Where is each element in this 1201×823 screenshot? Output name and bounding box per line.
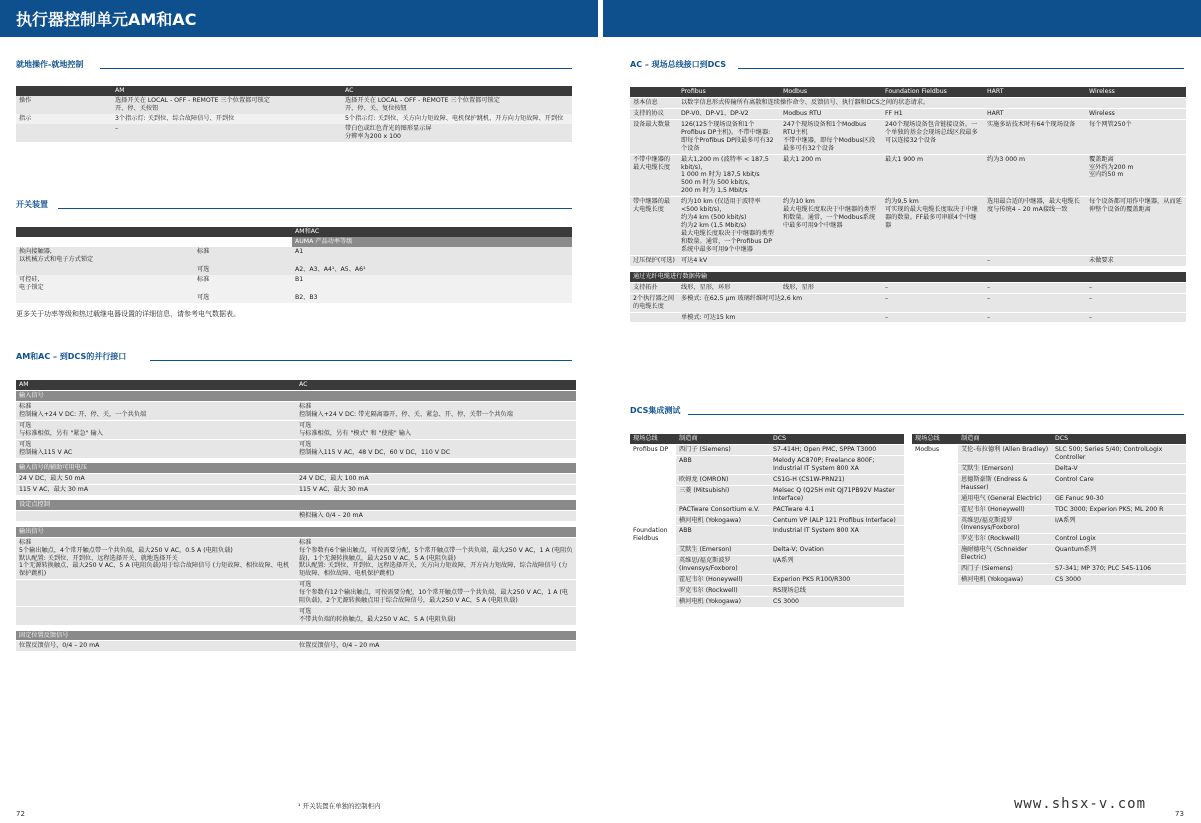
power-class-header: AUMA 产品功率等级: [292, 237, 572, 247]
table-row: [630, 526, 904, 545]
table-cell: [882, 255, 984, 265]
table-cell: [780, 255, 882, 265]
table-row: [16, 247, 572, 265]
table-row: [630, 312, 1186, 322]
section-title-local-operation: 就地操作-就地控制: [16, 60, 84, 69]
table-cell: 每个设备都可用作中继器，从而延伸整个设备的覆盖距离: [1086, 197, 1186, 256]
table-cell: –: [1086, 282, 1186, 293]
table-cell: 标准 5个输出触点，4个常开触点带一个共负端，最大250 V AC，0.5 A (电阻负载) 默认配置: 关到位、开到位、远程选择开关、就地选择开关 1个无源转换触点，最大250 V AC，5 A (电阻负载)用于综合故障信号 (力矩故障、相位故障、电机保护跳机): [16, 537, 296, 580]
table-cell: –: [882, 312, 984, 322]
table-cell: 标准: [194, 275, 292, 293]
table-cell: 实施多站技术时有64个现场设备: [984, 119, 1086, 154]
row-label: 支持的协议: [630, 108, 678, 119]
table-cell: 位置反馈信号，0/4 – 20 mA: [296, 641, 576, 651]
table-cell: –: [1086, 312, 1186, 322]
group-label: 输入信号: [16, 390, 576, 401]
table-cell: –: [984, 293, 1086, 312]
left-page-banner: [0, 0, 598, 37]
column-header: [630, 87, 678, 97]
table-cell: –: [882, 293, 984, 312]
table-cell: 可控硅, 电子锁定: [16, 275, 194, 293]
table-cell: ABB: [676, 455, 770, 474]
table-cell: 最大1 200 m: [780, 154, 882, 197]
table-row: [630, 197, 1186, 256]
section-rule: [150, 360, 572, 361]
table-cell: Quantum系列: [1052, 545, 1186, 564]
table-cell: B2、B3: [292, 293, 572, 303]
dcs-tests-table-profibus-ff: [630, 434, 904, 607]
table-cell: SLC 500; Series 5/40; ControlLogix Controller: [1052, 444, 1186, 463]
column-header: AM和AC: [292, 227, 572, 237]
column-header: AC: [342, 86, 572, 96]
row-label: 操作: [16, 96, 112, 114]
column-header: [16, 86, 112, 96]
row-label: 带中继器的最大电缆长度: [630, 197, 678, 256]
column-header: DCS: [770, 434, 904, 444]
table-cell: 可选 控制输入115 V AC，48 V DC，60 V DC，110 V DC: [296, 439, 576, 457]
section-rule: [100, 68, 572, 69]
row-label: [630, 312, 678, 322]
group-header: [16, 390, 576, 401]
table-header: [16, 86, 572, 96]
section-rule: [58, 208, 572, 209]
table-row: [912, 463, 1186, 474]
table-cell: 模拟输入 0/4 – 20 mA: [296, 511, 576, 521]
table-cell: Experion PKS R100/R300: [770, 575, 904, 586]
table-cell: 标准 每个参数有6个输出触点，可按需要分配，5个常开触点带一个共负端，最大250 V AC，1 A (电阻负载)，1个无源转换触点，最大250 V AC，5 A (电阻负载) 默认配置: 关到位、开到位、远程选择开关、关方向力矩故障，开方向力矩故障，综合故障信号 (力矩故障、相位故障、电机保护跳机): [296, 537, 576, 580]
table-cell: 24 V DC，最大 50 mA: [16, 473, 296, 484]
section-title-switchgear: 开关装置: [16, 200, 48, 209]
table-row: [16, 580, 576, 607]
table-cell: 横河电机 (Yokogawa): [676, 597, 770, 607]
table-cell: Delta-V: [1052, 463, 1186, 474]
table-cell: S7-341; MP 370; PLC 545-1106: [1052, 564, 1186, 575]
table-subheader: [16, 237, 572, 247]
fieldbus-cell: Profibus DP: [630, 444, 676, 455]
table-cell: 艾默生 (Emerson): [958, 463, 1052, 474]
row-label: 指示: [16, 114, 112, 124]
table-cell: 3个指示灯: 关到位、综合故障信号、开到位: [112, 114, 342, 124]
fieldbus-cell: [630, 597, 676, 607]
table-header: [912, 434, 1186, 444]
table-row: [630, 119, 1186, 154]
group-label: 输出信号: [16, 526, 576, 537]
table-cell: 115 V AC，最大 30 mA: [296, 484, 576, 494]
row-label: 支持拓扑: [630, 282, 678, 293]
row-label: 过压保护(可选): [630, 255, 678, 265]
fieldbus-cell: Foundation Fieldbus: [630, 526, 676, 545]
table-cell: 欧姆龙 (OMRON): [676, 474, 770, 485]
table-cell: 通用电气 (General Electric): [958, 493, 1052, 504]
section-rule: [738, 68, 1184, 69]
fiber-header: 通过光纤电缆进行数据传输: [630, 272, 1186, 282]
column-header: Wireless: [1086, 87, 1186, 97]
section-title-fieldbus: AC – 现场总线接口到DCS: [630, 60, 727, 69]
group-label: 固定位置反馈信号: [16, 630, 576, 641]
fieldbus-cell: [912, 493, 958, 504]
table-cell: 英维思/福克斯波罗 (Invensys/Foxboro): [958, 515, 1052, 534]
table-cell: 247个现场设备和1个Modbus RTU主机 不带中继器，即每个Modbus区段最多可有32个设备: [780, 119, 882, 154]
table-cell: 选用最合适的中继器，最大电缆长度与传统4 – 20 mA接线一致: [984, 197, 1086, 256]
table-cell: 选择开关在 LOCAL - OFF - REMOTE 三个位置都可锁定 开、停、关、复位按钮: [342, 96, 572, 114]
table-cell: –: [1086, 293, 1186, 312]
table-row: [630, 545, 904, 556]
table-cell: 可选 每个参数有12个输出触点，可按需要分配，10个常开触点带一个共负端，最大250 V AC，1 A (电阻负载)，2个无源转换触点用于综合故障信号，最大250 V AC，5 A (电阻负载): [296, 580, 576, 607]
table-cell: 约为10 km (仅适用于波特率 <500 kbit/s)， 约为4 km (500 kbit/s) 约为2 km (1,5 Mbit/s) 最大电缆长度取决于中继器的类型和数量。通常，一个Profibus DP系统中最多可用9个中继器: [678, 197, 780, 256]
table-row: [16, 439, 576, 457]
table-cell: B1: [292, 275, 572, 293]
row-label: [16, 124, 112, 142]
section-rule: [688, 414, 1184, 415]
table-cell: 24 V DC，最大 100 mA: [296, 473, 576, 484]
table-cell: S7-414H; Open PMC, SPPA T3000: [770, 444, 904, 455]
column-header: AM: [112, 86, 342, 96]
table-cell: 标准: [194, 247, 292, 265]
group-label: 设定点控制: [16, 500, 576, 511]
column-header: 制造商: [676, 434, 770, 444]
table-cell: 可选 不带共负端的转换触点，最大250 V AC，5 A (电阻负载): [296, 607, 576, 625]
table-cell: 西门子 (Siemens): [958, 564, 1052, 575]
table-cell: 可达4 kV: [678, 255, 780, 265]
table-cell: –: [882, 282, 984, 293]
table-row: [630, 485, 904, 504]
fieldbus-cell: [630, 515, 676, 526]
table-row: [912, 545, 1186, 564]
table-cell: 标准 控制输入+24 V DC: 开、停、关，一个共负端: [16, 401, 296, 420]
table-cell: 可选: [194, 293, 292, 303]
table-cell: 横河电机 (Yokogawa): [676, 515, 770, 526]
table-cell: Control Care: [1052, 474, 1186, 493]
table-cell: 5个指示灯: 关到位、关方向力矩故障、电机保护跳机、开方向力矩故障、开到位: [342, 114, 572, 124]
table-row: [912, 444, 1186, 463]
table-row: [630, 575, 904, 586]
page-title: 执行器控制单元AM和AC: [16, 10, 197, 29]
table-cell: 带白色或红色背光的图形显示屏 分辨率为200 x 100: [342, 124, 572, 142]
table-cell: FF H1: [882, 108, 984, 119]
table-cell: [16, 265, 194, 275]
table-cell: PACTware 4.1: [770, 504, 904, 515]
table-cell: 可选 与标准相似，另有 "模式" 和 "使能" 输入: [296, 420, 576, 439]
fieldbus-cell: Modbus: [912, 444, 958, 463]
table-cell: Wireless: [1086, 108, 1186, 119]
table-row: [630, 455, 904, 474]
table-row: [16, 114, 572, 124]
fieldbus-cell: [912, 564, 958, 575]
parallel-interface-table: [16, 380, 576, 651]
table-cell: I/A系列: [1052, 515, 1186, 534]
table-cell: 最大1 900 m: [882, 154, 984, 197]
group-header: [16, 526, 576, 537]
table-cell: I/A系列: [770, 556, 904, 575]
table-row: [630, 282, 1186, 293]
table-row: [16, 484, 576, 494]
table-cell: 西门子 (Siemens): [676, 444, 770, 455]
table-cell: 240个现场设备包含链接设备。一个单独的基金会现场总线区段最多可以连接32个设备: [882, 119, 984, 154]
table-header: [630, 87, 1186, 97]
fieldbus-cell: [630, 504, 676, 515]
table-cell: Delta-V; Ovation: [770, 545, 904, 556]
fieldbus-cell: [630, 455, 676, 474]
table-cell: 位置反馈信号，0/4 – 20 mA: [16, 641, 296, 651]
table-row: [630, 97, 1186, 108]
column-header: 现场总线: [912, 434, 958, 444]
table-cell: 罗克韦尔 (Rockwell): [676, 586, 770, 597]
table-cell: PACTware Consortium e.V.: [676, 504, 770, 515]
table-row: [630, 474, 904, 485]
section-title-parallel-interface: AM和AC – 到DCS的并行接口: [16, 352, 127, 361]
fieldbus-table: [630, 87, 1186, 322]
table-row: [630, 556, 904, 575]
table-row: [912, 564, 1186, 575]
table-row: [16, 641, 576, 651]
table-cell: 可选 与标准相似，另有 "紧急" 输入: [16, 420, 296, 439]
table-row: [16, 473, 576, 484]
table-cell: 横河电机 (Yokogawa): [958, 575, 1052, 585]
table-cell: 标准 控制输入+24 V DC: 带光隔离器开、停、关、紧急、开、停、关带一个共负端: [296, 401, 576, 420]
fieldbus-cell: [912, 515, 958, 534]
table-cell: 英维思/福克斯波罗 (Invensys/Foxboro): [676, 556, 770, 575]
table-cell: 艾默生 (Emerson): [676, 545, 770, 556]
table-row: [630, 293, 1186, 312]
fieldbus-cell: [912, 504, 958, 515]
footnote: ¹ 开关装置在单独的控制柜内: [298, 802, 381, 810]
table-cell: 霍尼韦尔 (Honeywell): [676, 575, 770, 586]
table-cell: 约为3 000 m: [984, 154, 1086, 197]
table-cell: 未做要求: [1086, 255, 1186, 265]
table-cell: 罗克韦尔 (Rockwell): [958, 534, 1052, 545]
row-label: 2个执行器之间的电缆长度: [630, 293, 678, 312]
table-cell: –: [112, 124, 342, 142]
table-cell: 线形，星形: [780, 282, 882, 293]
row-label: 基本信息: [630, 97, 678, 108]
table-row: [16, 275, 572, 293]
table-cell: –: [984, 255, 1086, 265]
table-cell: Modbus RTU: [780, 108, 882, 119]
table-row: [912, 515, 1186, 534]
table-cell: 每个网管250个: [1086, 119, 1186, 154]
fieldbus-cell: [630, 485, 676, 504]
table-cell: CS 3000: [770, 597, 904, 607]
table-cell: 覆盖距离 室外约为200 m 室内约50 m: [1086, 154, 1186, 197]
fieldbus-cell: [630, 545, 676, 556]
right-page-banner: [603, 0, 1201, 37]
table-cell: GE Fanuc 90-30: [1052, 493, 1186, 504]
table-cell: 单模式: 可达15 km: [678, 312, 882, 322]
group-header: [16, 500, 576, 511]
table-cell: CS 3000: [1052, 575, 1186, 585]
page-number-right: 73: [1175, 810, 1184, 818]
fieldbus-cell: [912, 545, 958, 564]
section-title-dcs-tests: DCS集成测试: [630, 406, 681, 415]
table-cell: 最大1,200 m (波特率 < 187,5 kbit/s)， 1 000 m 时为 187,5 kbit/s 500 m 时为 500 kbit/s， 200 m 时为 1,5 Mbit/s: [678, 154, 780, 197]
table-cell: A1: [292, 247, 572, 265]
table-cell: 换向接触器, 以机械方式和电子方式锁定: [16, 247, 194, 265]
table-cell: Control Logix: [1052, 534, 1186, 545]
table-row: [16, 511, 576, 521]
fieldbus-cell: [912, 534, 958, 545]
table-row: [630, 255, 1186, 265]
table-cell: 施耐德电气 (Schneider Electric): [958, 545, 1052, 564]
table-cell: 三菱 (Mitsubishi): [676, 485, 770, 504]
column-header: Foundation Fieldbus: [882, 87, 984, 97]
table-row: [912, 575, 1186, 585]
table-cell: [16, 293, 194, 303]
table-header: [630, 434, 904, 444]
column-header: HART: [984, 87, 1086, 97]
table-row: [630, 444, 904, 455]
table-cell: CS1G-H (CS1W-PRN21): [770, 474, 904, 485]
table-row: [16, 401, 576, 420]
table-cell: DP-V0、DP-V1、DP-V2: [678, 108, 780, 119]
table-cell: 以数字信息形式传输所有离散和连续操作命令、反馈信号、执行器和DCS之间的状态请求。: [678, 97, 1186, 108]
table-cell: Melsec Q (Q25H mit QJ71PB92V Master Interface): [770, 485, 904, 504]
fieldbus-cell: [912, 575, 958, 585]
column-header: Profibus: [678, 87, 780, 97]
table-row: [630, 586, 904, 597]
fiber-subheader: [630, 272, 1186, 282]
table-cell: 选择开关在 LOCAL - OFF - REMOTE 三个位置都可锁定 开、停、关按钮: [112, 96, 342, 114]
table-cell: A2、A3、A4¹、A5、A6¹: [292, 265, 572, 275]
page-gutter: [598, 0, 603, 823]
fieldbus-cell: [630, 575, 676, 586]
table-row: [16, 293, 572, 303]
row-label: 不带中继器的最大电缆长度: [630, 154, 678, 197]
table-row: [16, 420, 576, 439]
table-cell: ABB: [676, 526, 770, 545]
table-cell: 约为10 km 最大电缆长度取决于中继器的类型和数量。通常，一个Modbus系统中最多可用9个中继器: [780, 197, 882, 256]
table-cell: 霍尼韦尔 (Honeywell): [958, 504, 1052, 515]
table-cell: 115 V AC，最大 30 mA: [16, 484, 296, 494]
row-label: 设备最大数量: [630, 119, 678, 154]
table-row: [630, 515, 904, 526]
table-cell: Melody AC870P; Freelance 800F; Industrial IT System 800 XA: [770, 455, 904, 474]
dcs-tests-table-modbus: [912, 434, 1186, 585]
table-cell: –: [984, 282, 1086, 293]
table-cell: Industrial IT System 800 XA: [770, 526, 904, 545]
column-header: 制造商: [958, 434, 1052, 444]
table-cell: 艾伦-布拉德利 (Allen Bradley): [958, 444, 1052, 463]
table-cell: –: [984, 312, 1086, 322]
table-row: [16, 607, 576, 625]
table-cell: [16, 580, 296, 607]
fieldbus-cell: [912, 474, 958, 493]
group-header: [16, 630, 576, 641]
table-cell: 约为9,5 km 可实现的最大电缆长度取决于中继器的数量。FF最多可串联4个中继器: [882, 197, 984, 256]
fieldbus-cell: [630, 474, 676, 485]
table-row: [16, 265, 572, 275]
switchgear-table: [16, 227, 572, 303]
table-header: [16, 227, 572, 237]
table-row: [912, 474, 1186, 493]
column-header: AC: [296, 380, 576, 390]
column-header: DCS: [1052, 434, 1186, 444]
table-row: [630, 504, 904, 515]
table-cell: HART: [984, 108, 1086, 119]
column-header: AM: [16, 380, 296, 390]
group-label: 输入信号的辅助可用电压: [16, 463, 576, 474]
table-cell: 可选: [194, 265, 292, 275]
table-row: [912, 493, 1186, 504]
table-cell: Centum VP (ALP 121 Profibus Interface): [770, 515, 904, 526]
watermark: www.shsx-v.com: [1014, 796, 1147, 812]
fieldbus-cell: [912, 463, 958, 474]
table-cell: RS现场总线: [770, 586, 904, 597]
table-cell: TDC 3000; Experion PKS; ML 200 R: [1052, 504, 1186, 515]
table-cell: 126(125个现场设备和1个Profibus DP主机)。不带中继器: 即每个Profibus DP段最多可有32个设备: [678, 119, 780, 154]
table-cell: [16, 607, 296, 625]
fieldbus-cell: [630, 586, 676, 597]
table-row: [912, 504, 1186, 515]
table-cell: [16, 511, 296, 521]
table-row: [16, 537, 576, 580]
fieldbus-cell: [630, 556, 676, 575]
table-cell: 多模式: 在62,5 μm 玻璃纤维时可达2,6 km: [678, 293, 882, 312]
local-operation-table: [16, 86, 572, 142]
page-number-left: 72: [16, 810, 25, 818]
table-row: [912, 534, 1186, 545]
table-cell: 可选 控制输入115 V AC: [16, 439, 296, 457]
column-header: 现场总线: [630, 434, 676, 444]
table-cell: 恩德斯豪斯 (Endress & Hausser): [958, 474, 1052, 493]
table-row: [630, 154, 1186, 197]
group-header: [16, 463, 576, 474]
table-cell: 线形，星形，环形: [678, 282, 780, 293]
table-row: [16, 96, 572, 114]
table-header: [16, 380, 576, 390]
table-row: [16, 124, 572, 142]
switchgear-note: 更多关于功率等级和热过载继电器设置的详细信息，请参考电气数据表。: [16, 310, 240, 318]
column-header: Modbus: [780, 87, 882, 97]
table-row: [630, 597, 904, 607]
table-row: [630, 108, 1186, 119]
